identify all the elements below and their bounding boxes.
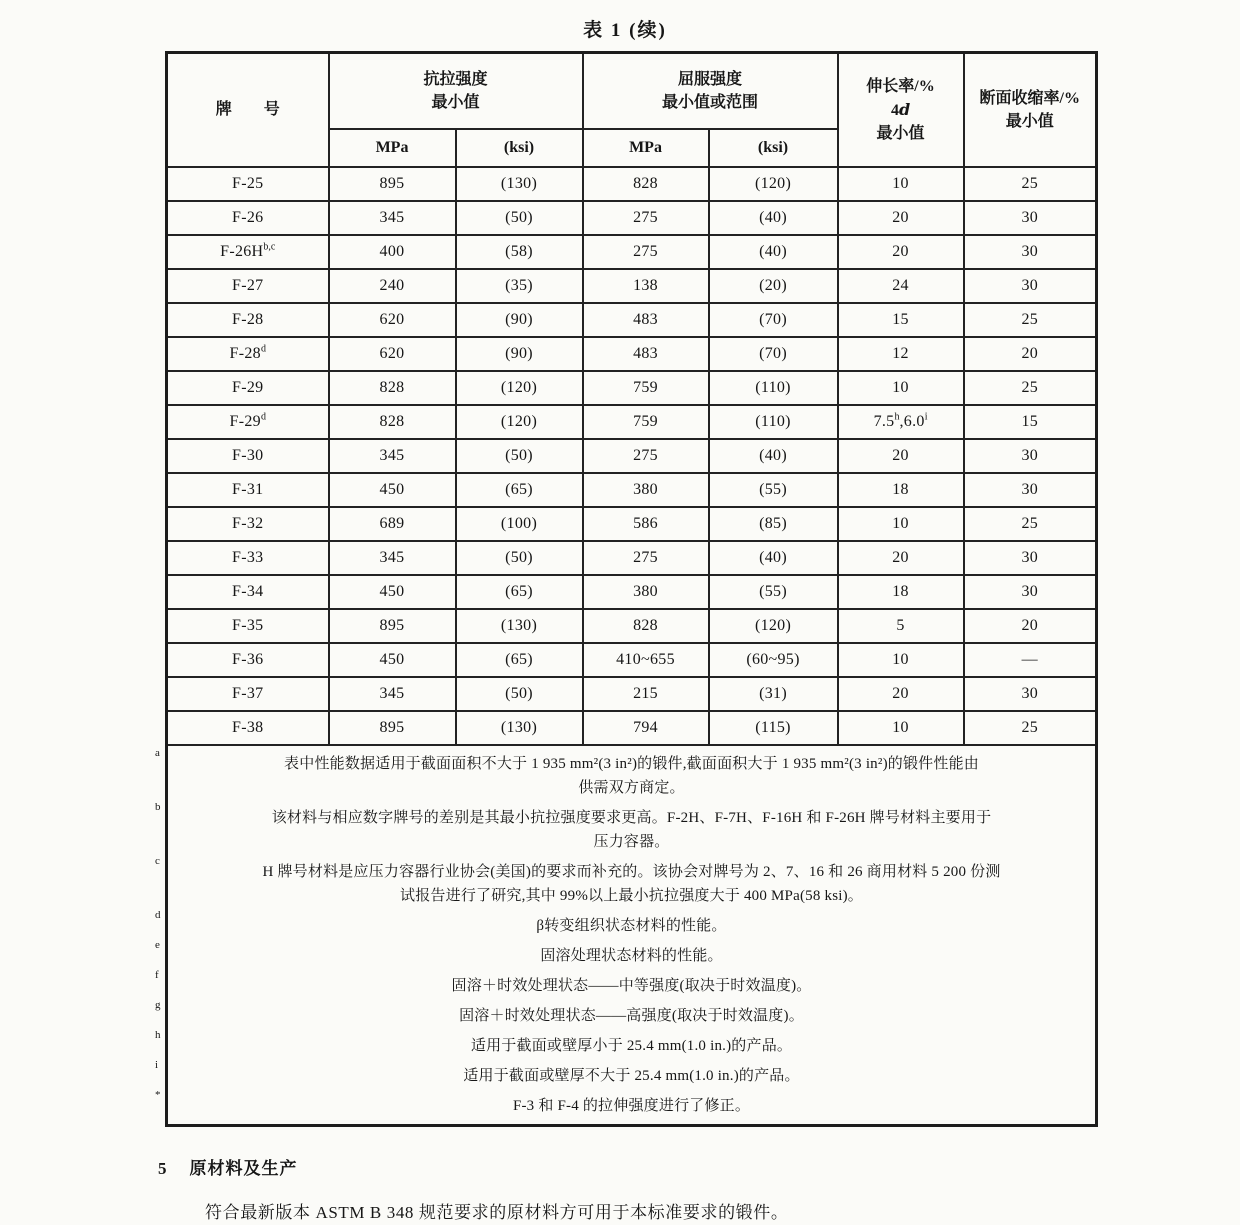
- yield-mpa-cell: 380: [583, 575, 709, 609]
- elongation-cell: 10: [838, 371, 964, 405]
- reduction-cell: 30: [964, 541, 1097, 575]
- footnote-text: 适用于截面或壁厚不大于 25.4 mm(1.0 in.)的产品。: [463, 1068, 800, 1084]
- reduction-cell: 25: [964, 303, 1097, 337]
- section-heading: [158, 1154, 1240, 1179]
- header-reduction-of-area: 断面收缩率/% 最小值: [964, 53, 1097, 168]
- tensile-mpa-cell: 450: [329, 643, 456, 677]
- yield-mpa-cell: 410~655: [583, 643, 709, 677]
- yield-ksi-cell: (55): [709, 575, 838, 609]
- grade-cell: F-31: [167, 473, 329, 507]
- grade-cell: F-36: [167, 643, 329, 677]
- footnote-item: c H 牌号材料是应压力容器行业协会(美国)的要求而补充的。该协会对牌号为 2、7、16 和 26 商用材料 5 200 份测 试报告进行了研究,其中 99%以上最小抗拉强度大于 400 MPa(58 ksi)。: [155, 855, 1001, 904]
- yield-mpa-cell: 138: [583, 269, 709, 303]
- tensile-ksi-cell: (50): [456, 677, 583, 711]
- tensile-mpa-cell: 450: [329, 473, 456, 507]
- elongation-cell: 20: [838, 439, 964, 473]
- table-row: [167, 269, 1097, 303]
- elongation-cell: 18: [838, 473, 964, 507]
- yield-ksi-cell: (120): [709, 609, 838, 643]
- footnote-text: 适用于截面或壁厚小于 25.4 mm(1.0 in.)的产品。: [470, 1038, 793, 1054]
- footnote-item: i 适用于截面或壁厚不大于 25.4 mm(1.0 in.)的产品。: [155, 1059, 800, 1084]
- grade-cell: F-33: [167, 541, 329, 575]
- table-footer: [155, 745, 1097, 1126]
- yield-ksi-cell: (70): [709, 337, 838, 371]
- tensile-mpa-cell: 895: [329, 711, 456, 745]
- table-row: [167, 609, 1097, 643]
- tensile-mpa-cell: 895: [329, 609, 456, 643]
- grade-cell: F-38: [167, 711, 329, 745]
- superscript-note: d: [260, 411, 266, 423]
- elongation-cell: 10: [838, 643, 964, 677]
- tensile-mpa-cell: 450: [329, 575, 456, 609]
- footnote-text: 固溶＋时效处理状态——中等强度(取决于时效温度)。: [451, 978, 812, 994]
- header-elongation-minimum: 最小值: [876, 125, 925, 143]
- body-paragraph: 符合最新版本 ASTM B 348 规范要求的原材料方可用于本标准要求的锻件。: [205, 1203, 789, 1222]
- tensile-ksi-cell: (130): [456, 711, 583, 745]
- tensile-mpa-cell: 895: [329, 167, 456, 201]
- tensile-mpa-cell: 828: [329, 405, 456, 439]
- yield-ksi-cell: (40): [709, 201, 838, 235]
- table-row: [167, 167, 1097, 201]
- tensile-mpa-cell: 345: [329, 201, 456, 235]
- tensile-mpa-cell: 345: [329, 677, 456, 711]
- reduction-cell: 20: [964, 337, 1097, 371]
- tensile-mpa-cell: 620: [329, 337, 456, 371]
- yield-ksi-cell: (40): [709, 439, 838, 473]
- yield-ksi-cell: (120): [709, 167, 838, 201]
- reduction-cell: 30: [964, 439, 1097, 473]
- header-elongation: [838, 53, 964, 168]
- elongation-cell: 24: [838, 269, 964, 303]
- elongation-cell: 20: [838, 201, 964, 235]
- grade-cell: F-29$^d$: [167, 405, 329, 439]
- yield-ksi-cell: (60~95): [709, 643, 838, 677]
- table-row: [167, 677, 1097, 711]
- elongation-cell: 10: [838, 167, 964, 201]
- tensile-ksi-cell: (120): [456, 371, 583, 405]
- yield-mpa-cell: 483: [583, 337, 709, 371]
- yield-mpa-cell: 586: [583, 507, 709, 541]
- header-yield-ksi: (ksi): [709, 129, 838, 167]
- tensile-mpa-cell: 345: [329, 439, 456, 473]
- superscript-note: d: [260, 343, 266, 355]
- tensile-ksi-cell: (50): [456, 439, 583, 473]
- tensile-ksi-cell: (50): [456, 201, 583, 235]
- header-elongation-label: 伸长率/%: [866, 77, 935, 95]
- footnote-text: 固溶处理状态材料的性能。: [540, 948, 723, 964]
- reduction-cell: 15: [964, 405, 1097, 439]
- section-number: 5: [158, 1159, 168, 1178]
- table-row: [167, 643, 1097, 677]
- header-tensile-strength: 抗拉强度 最小值: [329, 53, 583, 130]
- footnote-item: f 固溶＋时效处理状态——中等强度(取决于时效温度)。: [155, 969, 812, 994]
- grade-cell: $F-26H^{b,c}$: [167, 235, 329, 269]
- yield-mpa-cell: 275: [583, 201, 709, 235]
- grade-cell: F-35: [167, 609, 329, 643]
- table-row: [167, 337, 1097, 371]
- grade-cell: F-27: [167, 269, 329, 303]
- footnote-text: 固溶＋时效处理状态——高强度(取决于时效温度)。: [459, 1008, 804, 1024]
- table-row: [167, 235, 1097, 269]
- reduction-cell: 30: [964, 473, 1097, 507]
- tensile-ksi-cell: (130): [456, 609, 583, 643]
- table-header: [167, 53, 1097, 168]
- yield-ksi-cell: (40): [709, 541, 838, 575]
- tensile-mpa-cell: 620: [329, 303, 456, 337]
- tensile-ksi-cell: (58): [456, 235, 583, 269]
- elongation-cell: 20: [838, 541, 964, 575]
- tensile-mpa-cell: 240: [329, 269, 456, 303]
- table-row: [167, 473, 1097, 507]
- reduction-cell: 30: [964, 235, 1097, 269]
- tensile-ksi-cell: (35): [456, 269, 583, 303]
- reduction-cell: 25: [964, 507, 1097, 541]
- table-row: [167, 371, 1097, 405]
- tensile-mpa-cell: 345: [329, 541, 456, 575]
- yield-ksi-cell: (70): [709, 303, 838, 337]
- yield-mpa-cell: 759: [583, 371, 709, 405]
- elongation-cell: 7.5$^h$,6.0$^i$: [838, 405, 964, 439]
- yield-ksi-cell: (110): [709, 371, 838, 405]
- grade-cell: F-34: [167, 575, 329, 609]
- yield-mpa-cell: 275: [583, 541, 709, 575]
- reduction-cell: 25: [964, 371, 1097, 405]
- header-tensile-ksi: (ksi): [456, 129, 583, 167]
- table-row: [167, 405, 1097, 439]
- table-row: [167, 541, 1097, 575]
- yield-mpa-cell: 380: [583, 473, 709, 507]
- tensile-ksi-cell: (65): [456, 643, 583, 677]
- footnote-text: β转变组织状态材料的性能。: [536, 918, 727, 934]
- footnote-text: 该材料与相应数字牌号的差别是其最小抗拉强度要求更高。F-2H、F-7H、F-16H 和 F-26H 牌号材料主要用于 压力容器。: [271, 810, 992, 850]
- table-row: [167, 575, 1097, 609]
- tensile-mpa-cell: 828: [329, 371, 456, 405]
- footnote-item: e 固溶处理状态材料的性能。: [155, 939, 723, 964]
- elongation-cell: 18: [838, 575, 964, 609]
- header-yield-mpa: MPa: [583, 129, 709, 167]
- table-body: [167, 167, 1097, 745]
- elongation-cell: 10: [838, 507, 964, 541]
- reduction-cell: 30: [964, 677, 1097, 711]
- elongation-cell: 20: [838, 235, 964, 269]
- grade-cell: F-28: [167, 303, 329, 337]
- tensile-ksi-cell: (120): [456, 405, 583, 439]
- yield-ksi-cell: (20): [709, 269, 838, 303]
- reduction-cell: 30: [964, 575, 1097, 609]
- tensile-mpa-cell: 400: [329, 235, 456, 269]
- yield-ksi-cell: (85): [709, 507, 838, 541]
- yield-ksi-cell: (115): [709, 711, 838, 745]
- gauge-length-number: 4: [890, 101, 899, 119]
- yield-mpa-cell: 275: [583, 439, 709, 473]
- reduction-cell: 20: [964, 609, 1097, 643]
- grade-cell: F-37: [167, 677, 329, 711]
- footnote-item: * F-3 和 F-4 的拉伸强度进行了修正。: [155, 1089, 751, 1114]
- table-row: [167, 507, 1097, 541]
- tensile-ksi-cell: (100): [456, 507, 583, 541]
- grade-cell: F-30: [167, 439, 329, 473]
- elongation-cell: 5: [838, 609, 964, 643]
- footnote-item: b 该材料与相应数字牌号的差别是其最小抗拉强度要求更高。F-2H、F-7H、F-16H 和 F-26H 牌号材料主要用于 压力容器。: [155, 801, 992, 850]
- footnote-item: a 表中性能数据适用于截面面积不大于 1 935 mm²(3 in²)的锻件,截面面积大于 1 935 mm²(3 in²)的锻件性能由 供需双方商定。: [155, 747, 979, 796]
- yield-mpa-cell: 759: [583, 405, 709, 439]
- material-properties-table: [155, 51, 1098, 1127]
- superscript-note: h: [894, 411, 900, 423]
- table-row: [167, 439, 1097, 473]
- header-tensile-mpa: MPa: [329, 129, 456, 167]
- footnotes-section: [155, 745, 1097, 1126]
- elongation-cell: 10: [838, 711, 964, 745]
- footnote-text: H 牌号材料是应压力容器行业协会(美国)的要求而补充的。该协会对牌号为 2、7、16 和 26 商用材料 5 200 份测 试报告进行了研究,其中 99%以上最小抗拉强度大于 400 MPa(58 ksi)。: [262, 864, 1001, 904]
- tensile-mpa-cell: 689: [329, 507, 456, 541]
- yield-ksi-cell: (31): [709, 677, 838, 711]
- tensile-ksi-cell: (50): [456, 541, 583, 575]
- header-elongation-gauge: [843, 98, 959, 122]
- footnote-text: 表中性能数据适用于截面面积不大于 1 935 mm²(3 in²)的锻件,截面面积大于 1 935 mm²(3 in²)的锻件性能由 供需双方商定。: [284, 756, 979, 796]
- tensile-ksi-cell: (90): [456, 337, 583, 371]
- footnote-text: F-3 和 F-4 的拉伸强度进行了修正。: [512, 1098, 751, 1114]
- grade-cell: F-25: [167, 167, 329, 201]
- footnote-item: g 固溶＋时效处理状态——高强度(取决于时效温度)。: [155, 999, 804, 1024]
- yield-mpa-cell: 828: [583, 609, 709, 643]
- yield-ksi-cell: (110): [709, 405, 838, 439]
- table-title: 表 1 (续): [583, 20, 667, 41]
- yield-mpa-cell: 794: [583, 711, 709, 745]
- reduction-cell: —: [964, 643, 1097, 677]
- table-row: [167, 201, 1097, 235]
- yield-mpa-cell: 215: [583, 677, 709, 711]
- elongation-cell: 20: [838, 677, 964, 711]
- superscript-note: b,c: [263, 241, 276, 253]
- tensile-ksi-cell: (90): [456, 303, 583, 337]
- yield-ksi-cell: (55): [709, 473, 838, 507]
- grade-cell: F-28$^d$: [167, 337, 329, 371]
- header-grade: 牌 号: [167, 53, 329, 168]
- gauge-length-variable: d: [898, 99, 911, 119]
- reduction-cell: 30: [964, 201, 1097, 235]
- footnote-item: h 适用于截面或壁厚小于 25.4 mm(1.0 in.)的产品。: [155, 1029, 793, 1054]
- yield-mpa-cell: 828: [583, 167, 709, 201]
- grade-cell: F-29: [167, 371, 329, 405]
- elongation-cell: 15: [838, 303, 964, 337]
- tensile-ksi-cell: (130): [456, 167, 583, 201]
- reduction-cell: 30: [964, 269, 1097, 303]
- reduction-cell: 25: [964, 167, 1097, 201]
- grade-cell: F-32: [167, 507, 329, 541]
- yield-mpa-cell: 483: [583, 303, 709, 337]
- yield-ksi-cell: (40): [709, 235, 838, 269]
- table-row: [167, 711, 1097, 745]
- reduction-cell: 25: [964, 711, 1097, 745]
- header-yield-strength: 屈服强度 最小值或范围: [583, 53, 838, 130]
- tensile-ksi-cell: (65): [456, 473, 583, 507]
- section-title: 原材料及生产: [189, 1159, 298, 1178]
- tensile-ksi-cell: (65): [456, 575, 583, 609]
- yield-mpa-cell: 275: [583, 235, 709, 269]
- elongation-cell: 12: [838, 337, 964, 371]
- grade-cell: F-26: [167, 201, 329, 235]
- table-row: [167, 303, 1097, 337]
- footnote-item: d β转变组织状态材料的性能。: [155, 909, 727, 934]
- superscript-note: i: [924, 411, 928, 423]
